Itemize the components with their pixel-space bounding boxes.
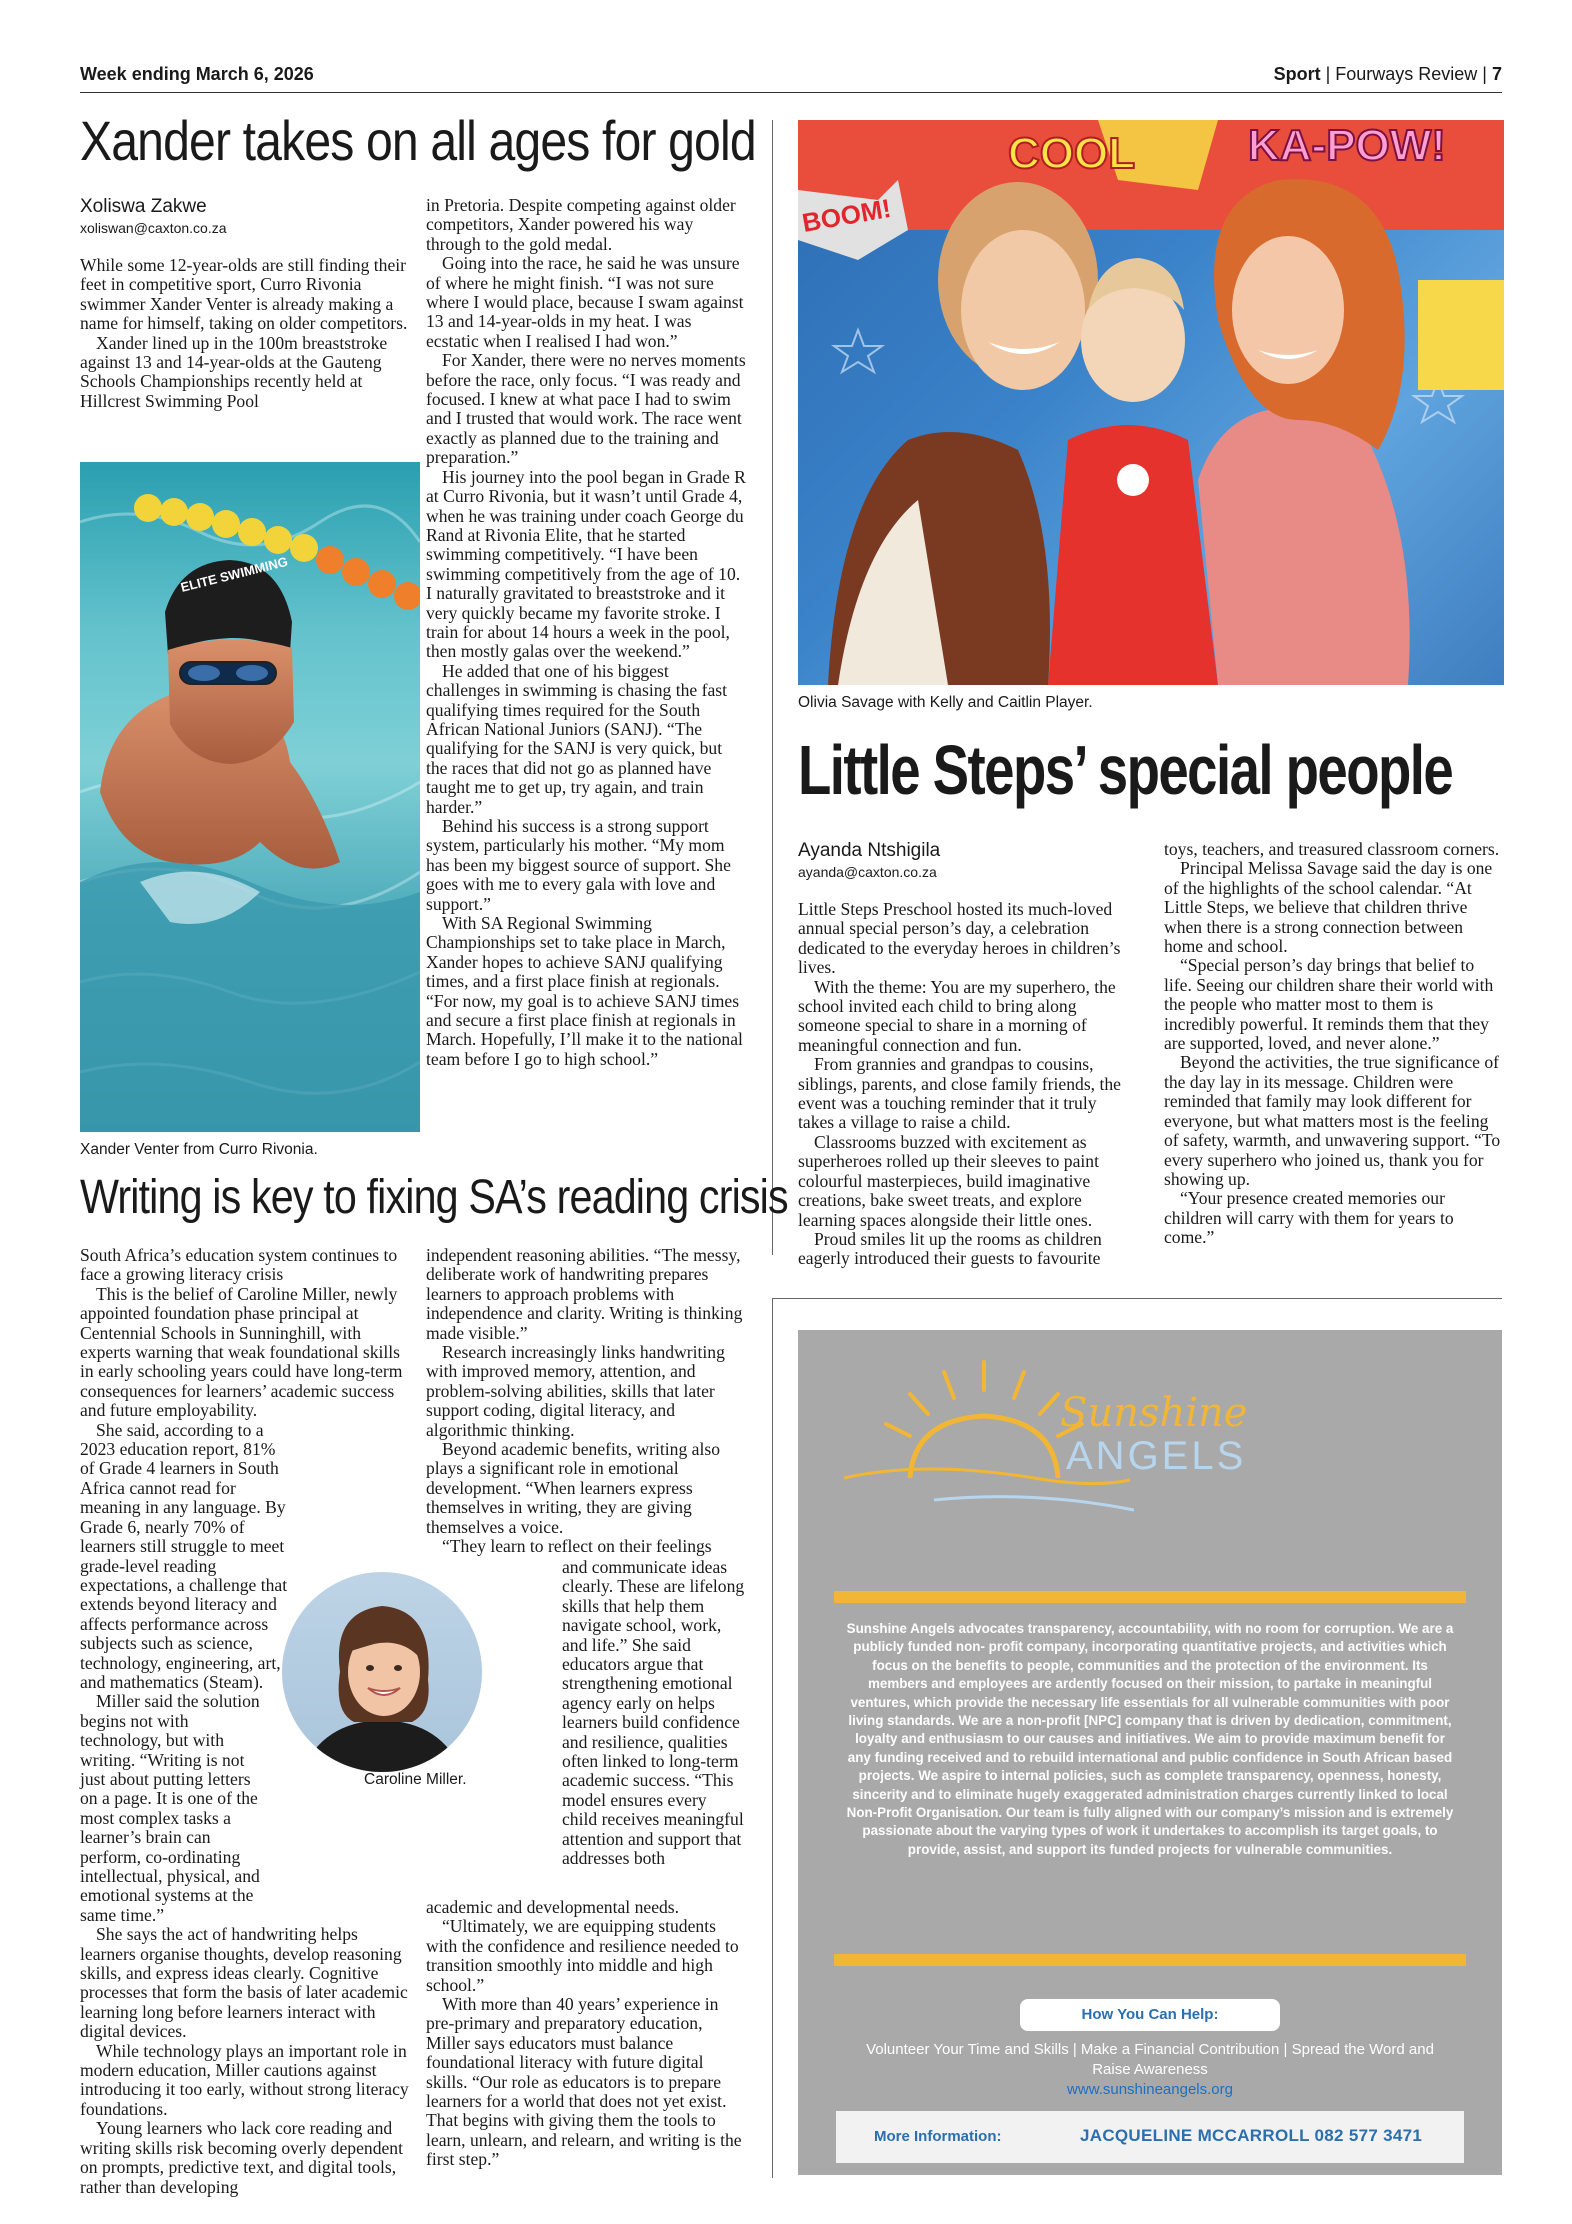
bubble-kapow: KA-POW! [1248, 121, 1446, 170]
section-divider [772, 1298, 1502, 1299]
paragraph: With SA Regional Swimming Championships set to take place in March, Xander hopes to achieve SANJ qualifying times, and a first place finish at regionals. “For now, my goal is to achieve SANJ times and secure a first place finish at regionals in March. Hopefully, I’ll make it to the national team before I go to high school.” [426, 913, 743, 1069]
more-info-bar [836, 2111, 1464, 2163]
issue-date: Week ending March 6, 2026 [80, 64, 314, 84]
paragraph: Proud smiles lit up the rooms as children eagerly introduced their guests to favourite [798, 1228, 1102, 1269]
article2-headline: Writing is key to fixing SA’s reading crisis [80, 1171, 788, 1224]
bubble-boom: BOOM! [799, 192, 894, 238]
article2-col2a [426, 1246, 746, 1557]
paragraph: This is the belief of Caroline Miller, newly appointed foundation phase principal at Centennial Schools in Sunninghill, with experts warning that weak foundational skills in early schooling years could have long-term consequences for learners’ academic success and future employability. [80, 1283, 403, 1421]
paragraph: “Ultimately, we are equipping students with the confidence and resilience needed to transition smoothly into middle and high school.” [426, 1916, 739, 1995]
gold-bar-bottom [834, 1954, 1466, 1966]
article2-col2b [562, 1558, 746, 1869]
author-name: Ayanda Ntshigila [798, 840, 941, 861]
gold-bar-top [834, 1591, 1466, 1603]
caroline-miller-portrait [282, 1572, 482, 1772]
paragraph: Miller said the solution begins not with technology, but with writing. “Writing is not just about putting letters on a page. It is one of the most complex tasks a learner’s brain can perform, co-ordinating intellectual, physical, and emotional systems at the same time.” [80, 1691, 260, 1925]
author-email: xoliswan@caxton.co.za [80, 220, 227, 236]
swimmer-caption: Xander Venter from Curro Rivonia. [80, 1141, 318, 1158]
website-link[interactable]: www.sunshineangels.org [1067, 2081, 1233, 2098]
author-email: ayanda@caxton.co.za [798, 864, 937, 880]
portrait-caption: Caroline Miller. [364, 1771, 467, 1788]
how-you-can-help-button[interactable]: How You Can Help: [1020, 1999, 1280, 2031]
paragraph: and communicate ideas clearly. These are lifelong skills that help them navigate school, work, and life.” She said educators argue that strengthening emotional agency early on helps learners build confidence and resilience, qualities often linked to long-term academic success. “This model ensures every child receives meaningful attention and support that addresses both [562, 1557, 745, 1869]
contact-details: JACQUELINE MCCARROLL 082 577 3471 [1080, 2126, 1423, 2145]
paragraph: With more than 40 years’ experience in pre-primary and preparatory education, Miller says educators must balance foundational literacy with future digital skills. “Our role as educators is to prepare learners for a world that does not yet exist. That begins with giving them the tools to learn, unlearn, and relearn, and writing is the first step.” [426, 1994, 742, 2170]
paragraph: toys, teachers, and treasured classroom corners. [1164, 839, 1500, 859]
help-text: Volunteer Your Time and Skills | Make a Financial Contribution | Spread the Word and Raise Awareness [866, 2041, 1434, 2078]
paragraph: Little Steps Preschool hosted its much-loved annual special person’s day, a celebration dedicated to the everyday heroes in children’s lives. [798, 899, 1121, 978]
page-number: 7 [1491, 64, 1502, 84]
article1-byline [80, 196, 410, 236]
paper-name: | Fourways Review | [1320, 64, 1492, 84]
article3-byline [798, 840, 1128, 880]
paragraph: He added that one of his biggest challenges in swimming is chasing the fast qualifying times required for the South African National Juniors (SANJ). “The qualifying for the SANJ is very quick, but the races that did not go as planned have taught me to get up, try again, and train harder.” [426, 660, 727, 817]
paragraph: Xander lined up in the 100m breaststroke against 13 and 14-year-olds at the Gauteng Schools Championships recently held at Hillcrest Swimming Pool [80, 332, 388, 411]
header-rule [80, 92, 1502, 93]
paragraph: She said, according to a 2023 education report, 81% of Grade 4 learners in South Africa cannot read for meaning in any language. By Grade 6, nearly 70% of learners still struggle to meet grade-level reading expectations, a challenge that extends beyond literacy and affects performance across subjects such as science, technology, engineering, art, and mathematics (Steam). [80, 1419, 288, 1692]
more-info-label: More Information: [874, 2128, 1002, 2145]
logo-sunshine: Sunshine [1060, 1390, 1248, 1436]
paragraph: His journey into the pool began in Grade R at Curro Rivonia, but it wasn’t until Grade 4, when he was training under coach George du Rand at Rivonia Elite, that he started swimming competitively. “I have been swimming competitively from the age of 10. I naturally gravitated to breaststroke and it very quickly became my favorite stroke. I train for about 14 hours a week in the pool, then mostly galas over the weekend.” [426, 466, 746, 662]
superhero-day-photo [798, 120, 1504, 685]
paragraph: “They learn to reflect on their feelings [442, 1536, 712, 1557]
paragraph: While technology plays an important role in modern education, Miller cautions against introducing it too early, without strong literacy foundations. [80, 2040, 409, 2119]
paragraph: “Special person’s day brings that belief to life. Seeing our children share their world with the people who matter most to them is incredibly powerful. It reminds them that they are supported, loved, and never alone.” [1164, 955, 1494, 1054]
page-folio [1274, 64, 1502, 85]
column-divider [772, 120, 773, 1255]
paragraph: Beyond academic benefits, writing also plays a significant role in emotional development. “When learners express themselves in writing, they are giving themselves a voice. [426, 1439, 720, 1537]
paragraph: Research increasingly links handwriting with improved memory, attention, and problem-solving abilities, skills that later support coding, digital literacy, and algorithmic thinking. [426, 1342, 725, 1440]
paragraph: South Africa’s education system continues to face a growing literacy crisis [80, 1245, 398, 1285]
photo-caption: Olivia Savage with Kelly and Caitlin Player. [798, 694, 1093, 711]
article3-headline: Little Steps’ special people [798, 731, 1453, 809]
ad-mission-text: Sunshine Angels advocates transparency, accountability, with no room for corruption. We are a publicly funded non- profit company, incorporating quantitative projects, and activities which focus on the benefits to people, communities and the protection of the environment. Its members and employees are ardently focused on their mission, to partake in meaningful ventures, which provide the necessary life essentials for all vulnerable communities with poor living standards. We are a non-profit [NPC] company that is driven by dedication, commitment, loyalty and enthusiasm to our causes and initiatives. We aim to provide maximum benefit for any funding received and to rebuild international and public confidence in South African based projects. We aspire to internal policies, such as complete transparency, openness, honesty, sincerity and to eliminate hugely exaggerated administration charges currently linked to local Non-Profit Organisation. Our team is fully aligned with our company’s mission and is extremely passionate about the varying types of work it undertakes to accomplish its target goals, to provide, assist, and support its funded projects for vulnerable communities. [846, 1621, 1454, 1857]
article1-col2 [426, 196, 746, 1069]
paragraph: Going into the race, he said he was unsure of where he might finish. “I was not sure where I would place, because I swam against 13 and 14-year-olds in my heat. I was ecstatic when I realised I had won.” [426, 253, 744, 351]
sunshine-angels-ad [798, 1330, 1502, 2175]
paragraph: in Pretoria. Despite competing against older competitors, Xander powered his way through to the gold medal. [426, 195, 736, 254]
paragraph: “Your presence created memories our children will carry with them for years to come.” [1164, 1188, 1454, 1248]
paragraph: academic and developmental needs. [426, 1897, 680, 1917]
photo-illustration [798, 120, 1504, 685]
bubble-cool: COOL [1008, 129, 1136, 178]
paragraph: Principal Melissa Savage said the day is one of the highlights of the school calendar. “At Little Steps, we believe that children thrive when there is a strong connection between home and school. [1164, 858, 1493, 957]
paragraph: For Xander, there were no nerves moments before the race, only focus. “I was ready and focused. I knew at what pace I had to swim and I trusted that would work. The race went exactly as planned due to the training and preparation.” [426, 350, 746, 468]
ad-divider [772, 1298, 773, 2178]
article1-col1 [80, 256, 410, 411]
logo-angels: ANGELS [1066, 1434, 1247, 1478]
article3-col2 [1164, 840, 1502, 1248]
paragraph: Behind his success is a strong support system, particularly his mother. “My mom has been my biggest source of support. She goes with me to every gala with love and support.” [426, 816, 731, 914]
swimmer-illustration [80, 462, 420, 1132]
paragraph: While some 12-year-olds are still finding their feet in competitive sport, Curro Rivonia swimmer Xander Venter is already making a name for himself, taking on older competitors. [80, 255, 408, 334]
portrait-illustration [282, 1572, 482, 1772]
cap-text: ELITE SWIMMING [179, 553, 290, 595]
paragraph: From grannies and grandpas to cousins, siblings, parents, and close family friends, the event was a touching reminder that it truly takes a village to raise a child. [798, 1054, 1121, 1133]
paragraph: independent reasoning abilities. “The messy, deliberate work of handwriting prepares learners to approach problems with independence and clarity. Writing is thinking made visible.” [426, 1245, 743, 1343]
article1-headline: Xander takes on all ages for gold [80, 109, 756, 172]
paragraph: With the theme: You are my superhero, the school invited each child to bring along someone special to share in a morning of meaningful connection and fun. [798, 976, 1116, 1055]
author-name: Xoliswa Zakwe [80, 196, 207, 217]
paragraph: Classrooms buzzed with excitement as superheroes rolled up their sleeves to paint colourful masterpieces, build imaginative creations, bake sweet treats, and explore learning spaces alongside their little ones. [798, 1131, 1099, 1230]
paragraph: Beyond the activities, the true significance of the day lay in its message. Children were reminded that family may look different for everyone, but what matters most is the feeling of safety, warmth, and unwavering support. “To every superhero who joined us, thank you for showing up. [1164, 1052, 1501, 1189]
paragraph: She says the act of handwriting helps learners organise thoughts, develop reasoning skills, and express ideas clearly. Cognitive processes that form the basis of later academic learning long before learners interact with digital devices. [80, 1924, 408, 2042]
swimmer-photo [80, 462, 420, 1132]
section-name: Sport [1273, 64, 1321, 84]
paragraph: Young learners who lack core reading and writing skills risk becoming overly dependent on prompts, predictive text, and digital tools, rather than developing [80, 2118, 403, 2197]
article2-col2c [426, 1898, 746, 2170]
article3-col1 [798, 900, 1133, 1269]
help-options [858, 2040, 1442, 2100]
